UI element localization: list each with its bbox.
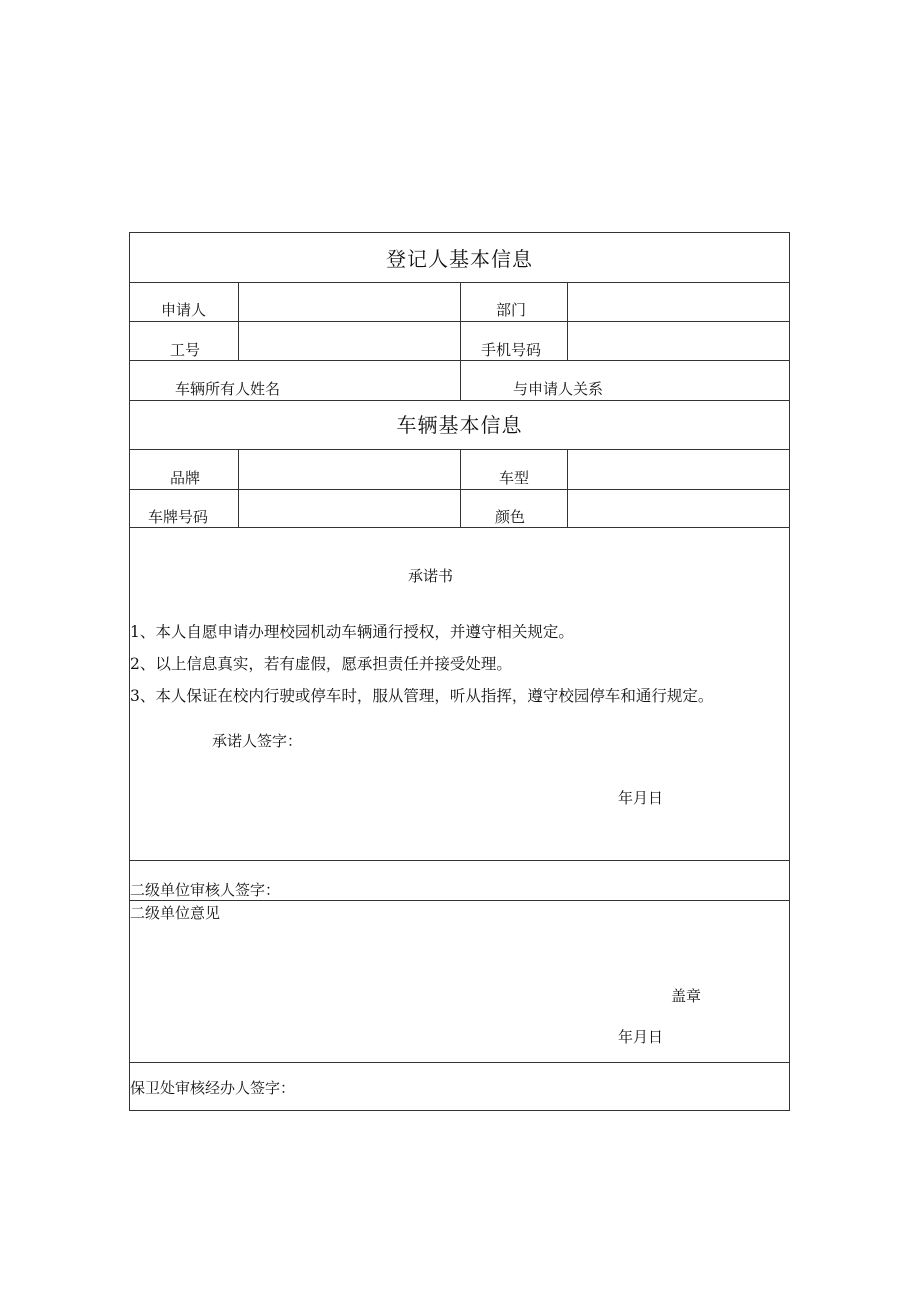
phone-label: 手机号码 [481,341,542,359]
column-divider [567,449,568,527]
pledge-item-3: 3、本人保证在校内行驶或停车时，服从管理，听从指挥，遵守校园停车和通行规定。 [130,687,714,705]
column-divider [567,282,568,360]
pledge-item-1: 1、本人自愿申请办理校园机动车辆通行授权，并遵守相关规定。 [130,623,574,641]
model-label: 车型 [499,469,530,487]
pledge-title: 承诺书 [408,567,454,585]
owner-name-label: 车辆所有人姓名 [175,380,281,398]
divider [130,900,789,901]
divider [130,860,789,861]
brand-label: 品牌 [170,469,201,487]
pledge-item-2: 2、以上信息真实，若有虚假，愿承担责任并接受处理。 [130,655,512,673]
stamp-label: 盖章 [671,987,702,1005]
security-handler-signature-label: 保卫处审核经办人签字： [130,1079,296,1097]
registrant-section-title: 登记人基本信息 [386,247,533,271]
department-label: 部门 [496,301,527,319]
secondary-reviewer-signature-label: 二级单位审核人签字： [130,881,281,899]
secondary-opinion-label: 二级单位意见 [130,904,221,922]
relation-label: 与申请人关系 [513,380,604,398]
plate-label: 车牌号码 [148,508,209,526]
divider [130,527,789,528]
applicant-label: 申请人 [161,301,207,319]
vehicle-registration-form [129,232,790,1111]
divider [130,1062,789,1063]
column-divider [238,282,239,360]
column-divider [460,449,461,527]
secondary-date-label: 年月日 [618,1028,664,1046]
color-label: 颜色 [495,508,526,526]
column-divider [238,449,239,527]
vehicle-section-title: 车辆基本信息 [396,413,523,437]
pledge-date-label: 年月日 [618,789,664,807]
divider [130,400,789,401]
pledge-signature-label: 承诺人签字： [212,732,303,750]
column-divider [460,282,461,400]
employee-id-label: 工号 [170,341,201,359]
